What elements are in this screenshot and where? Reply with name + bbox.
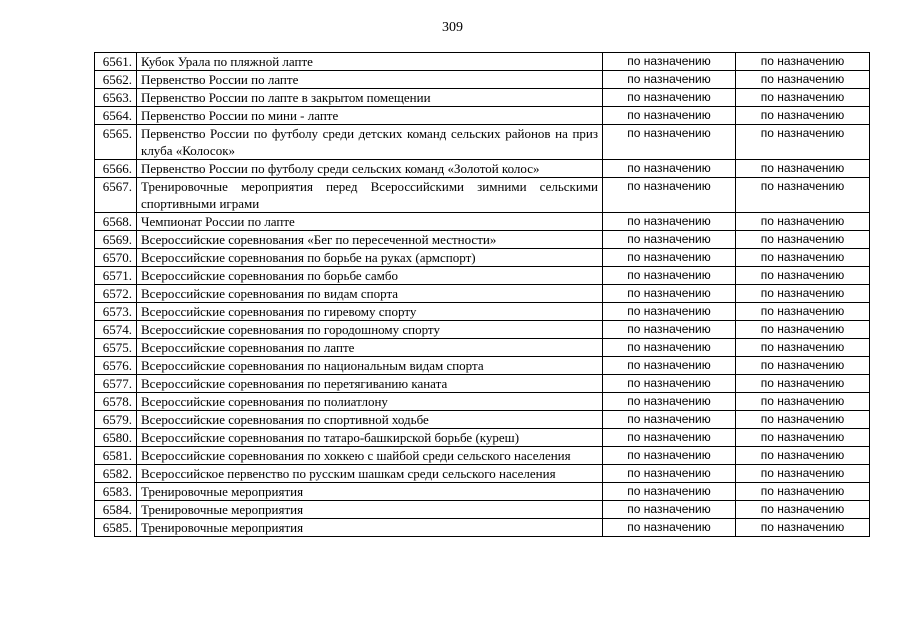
event-name: Всероссийские соревнования по татаро-башкирской борьбе (куреш) — [137, 429, 603, 447]
event-name: Всероссийские соревнования по перетягиванию каната — [137, 375, 603, 393]
row-number: 6563. — [95, 89, 137, 107]
table-row — [95, 231, 870, 249]
table-row — [95, 339, 870, 357]
value-cell: по назначению — [736, 303, 870, 321]
value-cell: по назначению — [603, 213, 736, 231]
row-number: 6585. — [95, 519, 137, 537]
value-cell: по назначению — [736, 267, 870, 285]
event-name: Кубок Урала по пляжной лапте — [137, 53, 603, 71]
event-name: Всероссийские соревнования по хоккею с шайбой среди сельского населения — [137, 447, 603, 465]
event-name: Всероссийские соревнования «Бег по пересеченной местности» — [137, 231, 603, 249]
value-cell: по назначению — [603, 357, 736, 375]
event-name: Всероссийские соревнования по борьбе самбо — [137, 267, 603, 285]
value-cell: по назначению — [736, 231, 870, 249]
event-name: Первенство России по лапте в закрытом помещении — [137, 89, 603, 107]
event-name: Тренировочные мероприятия — [137, 483, 603, 501]
value-cell: по назначению — [736, 285, 870, 303]
row-number: 6580. — [95, 429, 137, 447]
event-name: Всероссийские соревнования по городошному спорту — [137, 321, 603, 339]
value-cell: по назначению — [736, 429, 870, 447]
value-cell: по назначению — [603, 107, 736, 125]
row-number: 6566. — [95, 160, 137, 178]
row-number: 6561. — [95, 53, 137, 71]
table-row — [95, 303, 870, 321]
events-table — [94, 52, 870, 537]
row-number: 6577. — [95, 375, 137, 393]
table-row — [95, 393, 870, 411]
value-cell: по назначению — [736, 357, 870, 375]
event-name: Первенство России по футболу среди детских команд сельских районов на приз клуба «Колосок» — [137, 125, 603, 160]
row-number: 6562. — [95, 71, 137, 89]
table-row — [95, 501, 870, 519]
value-cell: по назначению — [603, 465, 736, 483]
value-cell: по назначению — [736, 178, 870, 213]
events-table-body — [95, 53, 870, 537]
row-number: 6574. — [95, 321, 137, 339]
value-cell: по назначению — [603, 321, 736, 339]
event-name: Первенство России по футболу среди сельских команд «Золотой колос» — [137, 160, 603, 178]
row-number: 6575. — [95, 339, 137, 357]
value-cell: по назначению — [603, 519, 736, 537]
value-cell: по назначению — [736, 71, 870, 89]
event-name: Первенство России по лапте — [137, 71, 603, 89]
value-cell: по назначению — [736, 53, 870, 71]
event-name: Всероссийские соревнования по лапте — [137, 339, 603, 357]
row-number: 6579. — [95, 411, 137, 429]
table-row — [95, 483, 870, 501]
event-name: Всероссийские соревнования по борьбе на руках (армспорт) — [137, 249, 603, 267]
row-number: 6564. — [95, 107, 137, 125]
table-row — [95, 178, 870, 213]
table-row — [95, 160, 870, 178]
value-cell: по назначению — [736, 447, 870, 465]
value-cell: по назначению — [736, 483, 870, 501]
value-cell: по назначению — [603, 447, 736, 465]
row-number: 6576. — [95, 357, 137, 375]
value-cell: по назначению — [603, 89, 736, 107]
table-row — [95, 375, 870, 393]
table-row — [95, 107, 870, 125]
value-cell: по назначению — [736, 519, 870, 537]
table-row — [95, 321, 870, 339]
row-number: 6569. — [95, 231, 137, 249]
event-name: Всероссийские соревнования по полиатлону — [137, 393, 603, 411]
row-number: 6584. — [95, 501, 137, 519]
event-name: Всероссийские соревнования по видам спорта — [137, 285, 603, 303]
row-number: 6570. — [95, 249, 137, 267]
row-number: 6567. — [95, 178, 137, 213]
table-row — [95, 357, 870, 375]
table-row — [95, 465, 870, 483]
value-cell: по назначению — [736, 339, 870, 357]
event-name: Всероссийское первенство по русским шашкам среди сельского населения — [137, 465, 603, 483]
value-cell: по назначению — [736, 107, 870, 125]
value-cell: по назначению — [736, 411, 870, 429]
event-name: Тренировочные мероприятия — [137, 519, 603, 537]
table-row — [95, 411, 870, 429]
value-cell: по назначению — [603, 501, 736, 519]
table-row — [95, 519, 870, 537]
value-cell: по назначению — [736, 321, 870, 339]
table-row — [95, 249, 870, 267]
value-cell: по назначению — [603, 285, 736, 303]
value-cell: по назначению — [603, 411, 736, 429]
event-name: Тренировочные мероприятия перед Всероссийскими зимними сельскими спортивными играми — [137, 178, 603, 213]
value-cell: по назначению — [736, 89, 870, 107]
table-row — [95, 447, 870, 465]
value-cell: по назначению — [736, 213, 870, 231]
table-row — [95, 213, 870, 231]
table-row — [95, 429, 870, 447]
event-name: Первенство России по мини - лапте — [137, 107, 603, 125]
table-row — [95, 53, 870, 71]
value-cell: по назначению — [603, 125, 736, 160]
value-cell: по назначению — [736, 465, 870, 483]
row-number: 6573. — [95, 303, 137, 321]
row-number: 6565. — [95, 125, 137, 160]
value-cell: по назначению — [603, 429, 736, 447]
value-cell: по назначению — [603, 393, 736, 411]
row-number: 6571. — [95, 267, 137, 285]
row-number: 6582. — [95, 465, 137, 483]
page-number: 309 — [442, 20, 463, 35]
value-cell: по назначению — [736, 501, 870, 519]
event-name: Всероссийские соревнования по гиревому спорту — [137, 303, 603, 321]
table-row — [95, 125, 870, 160]
value-cell: по назначению — [603, 483, 736, 501]
table-row — [95, 267, 870, 285]
table-row — [95, 285, 870, 303]
value-cell: по назначению — [603, 375, 736, 393]
value-cell: по назначению — [603, 267, 736, 285]
value-cell: по назначению — [736, 393, 870, 411]
row-number: 6578. — [95, 393, 137, 411]
value-cell: по назначению — [736, 375, 870, 393]
value-cell: по назначению — [603, 53, 736, 71]
value-cell: по назначению — [736, 249, 870, 267]
value-cell: по назначению — [603, 303, 736, 321]
table-row — [95, 89, 870, 107]
table-row — [95, 71, 870, 89]
event-name: Чемпионат России по лапте — [137, 213, 603, 231]
row-number: 6583. — [95, 483, 137, 501]
value-cell: по назначению — [736, 160, 870, 178]
value-cell: по назначению — [603, 231, 736, 249]
value-cell: по назначению — [603, 71, 736, 89]
value-cell: по назначению — [603, 339, 736, 357]
row-number: 6568. — [95, 213, 137, 231]
event-name: Тренировочные мероприятия — [137, 501, 603, 519]
value-cell: по назначению — [603, 160, 736, 178]
event-name: Всероссийские соревнования по национальным видам спорта — [137, 357, 603, 375]
value-cell: по назначению — [736, 125, 870, 160]
event-name: Всероссийские соревнования по спортивной ходьбе — [137, 411, 603, 429]
row-number: 6581. — [95, 447, 137, 465]
value-cell: по назначению — [603, 178, 736, 213]
row-number: 6572. — [95, 285, 137, 303]
value-cell: по назначению — [603, 249, 736, 267]
